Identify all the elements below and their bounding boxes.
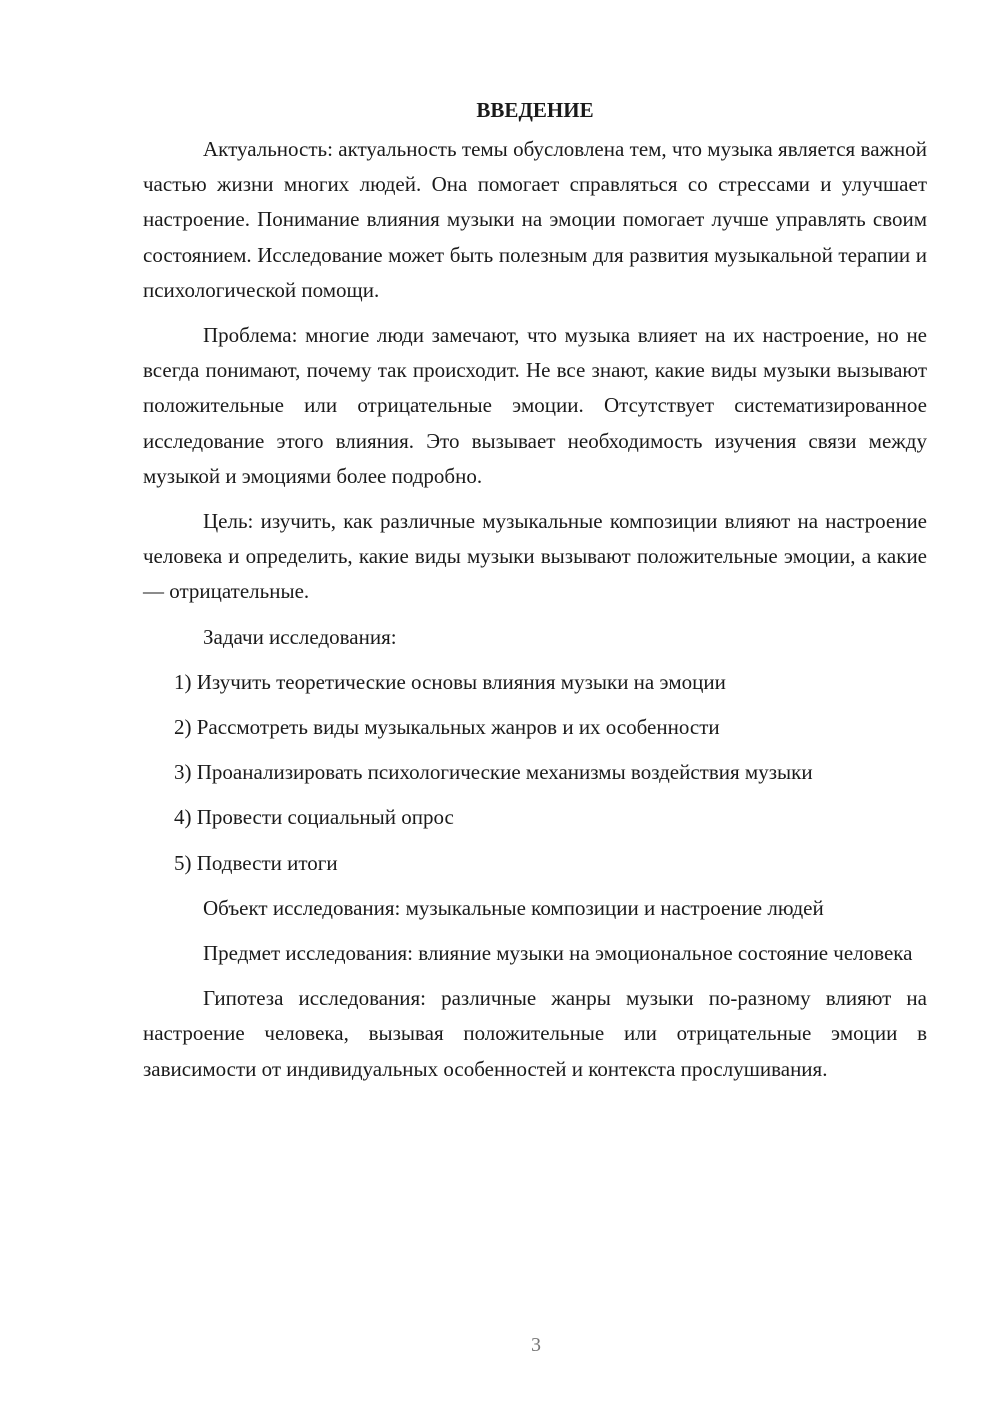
paragraph-subject: Предмет исследования: влияние музыки на эмоциональное состояние человека xyxy=(203,941,913,966)
section-title: ВВЕДЕНИЕ xyxy=(476,98,594,122)
page-number: 3 xyxy=(531,1334,541,1356)
task-item-4: 4) Провести социальный опрос xyxy=(174,805,454,830)
paragraph-hypothesis: Гипотеза исследования: различные жанры музыки по-разному влияют на настроение человека, вызывая положительные или отрицательные эмоции в зависимости от индивидуальных особенностей и контекста прослушивания. xyxy=(143,986,927,1081)
task-item-1: 1) Изучить теоретические основы влияния музыки на эмоции xyxy=(174,669,726,694)
paragraph-object: Объект исследования: музыкальные композиции и настроение людей xyxy=(203,895,824,920)
task-item-2: 2) Рассмотреть виды музыкальных жанров и их особенности xyxy=(174,715,720,740)
tasks-heading: Задачи исследования: xyxy=(203,624,397,649)
paragraph-relevance: Актуальность: актуальность темы обусловлена тем, что музыка является важной частью жизни многих людей. Она помогает справляться со стрессами и улучшает настроение. Понимание влияния музыки на эмоции помогает лучше управлять своим состоянием. Исследование может быть полезным для развития музыкальной терапии и психологической помощи. xyxy=(143,137,927,302)
page-content xyxy=(143,96,927,1087)
task-item-5: 5) Подвести итоги xyxy=(174,850,338,875)
task-item-3: 3) Проанализировать психологические механизмы воздействия музыки xyxy=(174,760,813,785)
paragraph-goal: Цель: изучить, как различные музыкальные композиции влияют на настроение человека и определить, какие виды музыки вызывают положительные эмоции, а какие — отрицательные. xyxy=(143,509,927,604)
paragraph-problem: Проблема: многие люди замечают, что музыка влияет на их настроение, но не всегда понимают, почему так происходит. Не все знают, какие виды музыки вызывают положительные или отрицательные эмоции. Отсутствует систематизированное исследование этого влияния. Это вызывает необходимость изучения связи между музыкой и эмоциями более подробно. xyxy=(143,323,927,488)
